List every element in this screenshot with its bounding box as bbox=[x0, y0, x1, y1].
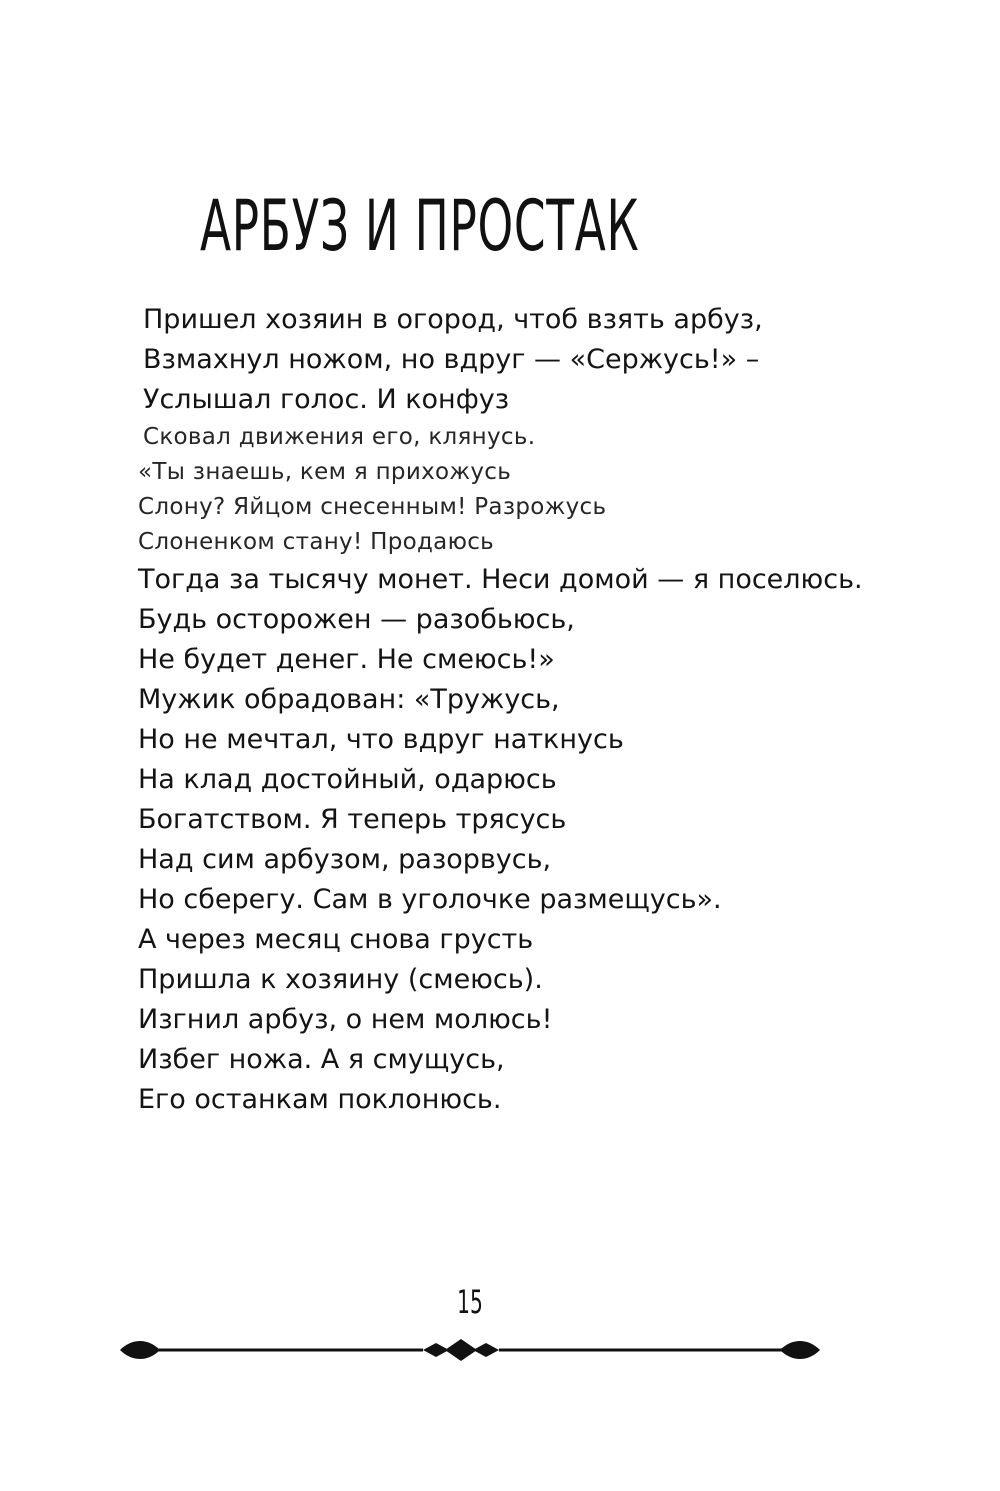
poem-line: Тогда за тысячу монет. Неси домой — я поселюсь. bbox=[138, 564, 863, 595]
poem-line: Мужик обрадован: «Тружусь, bbox=[138, 684, 560, 715]
poem-line: Но сберегу. Сам в уголочке размещусь». bbox=[138, 884, 722, 915]
poem-title: АРБУЗ И ПРОСТАК bbox=[200, 185, 640, 267]
poem-line: Богатством. Я теперь трясусь bbox=[138, 804, 567, 835]
poem-text bbox=[138, 300, 978, 1120]
poem-line: «Ты знаешь, кем я прихожусь bbox=[138, 459, 512, 485]
poem-line: А через месяц снова грусть bbox=[138, 924, 534, 955]
ornament-divider-icon bbox=[118, 1330, 824, 1370]
poem-line: Изгнил арбуз, о нем молюсь! bbox=[138, 1004, 553, 1035]
poem-line: Слоненком стану! Продаюсь bbox=[138, 529, 495, 555]
poem-line: Его останкам поклонюсь. bbox=[138, 1084, 502, 1115]
poem-line: Над сим арбузом, разорвусь, bbox=[138, 844, 552, 875]
page-number: 15 bbox=[457, 1283, 483, 1321]
poem-line: Но не мечтал, что вдруг наткнусь bbox=[138, 724, 624, 755]
poem-line: Будь осторожен — разобьюсь, bbox=[138, 604, 575, 635]
poem-line: На клад достойный, одарюсь bbox=[138, 764, 557, 795]
poem-line: Пришел хозяин в огород, чтоб взять арбуз, bbox=[143, 304, 763, 335]
poem-line: Пришла к хозяину (смеюсь). bbox=[138, 964, 543, 995]
poem-line: Не будет денег. Не смеюсь!» bbox=[138, 644, 555, 675]
poem-line: Взмахнул ножом, но вдруг — «Сержусь!» – bbox=[143, 344, 760, 375]
poem-line: Избег ножа. А я смущусь, bbox=[138, 1044, 505, 1075]
poem-line: Сковал движения его, клянусь. bbox=[143, 424, 536, 450]
poem-line: Услышал голос. И конфуз bbox=[143, 384, 510, 415]
poem-line: Слону? Яйцом снесенным! Разрожусь bbox=[138, 494, 607, 520]
